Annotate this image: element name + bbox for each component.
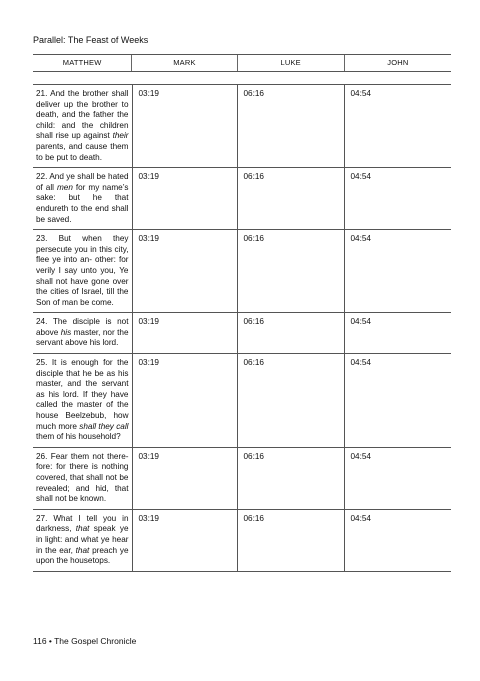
table-row xyxy=(33,168,451,230)
column-header-john: JOHN xyxy=(344,55,451,71)
table-row xyxy=(33,230,451,313)
table-row xyxy=(33,313,451,354)
page-title: Parallel: The Feast of Weeks xyxy=(33,35,149,45)
john-reference-cell: 04:54 xyxy=(344,230,451,313)
mark-reference-cell: 03:19 xyxy=(132,85,237,168)
column-header-matthew: MATTHEW xyxy=(62,58,102,67)
mark-reference-cell: 03:19 xyxy=(132,230,237,313)
john-reference-cell: 04:54 xyxy=(344,313,451,354)
matthew-verse-cell: 25. It is enough for the disciple that he be as his master, and the servant as his lord. If they have called the master of the house Beelzebub, how much more shall they call them of his household? xyxy=(33,354,132,448)
luke-reference-cell: 06:16 xyxy=(237,509,344,571)
mark-reference-cell: 03:19 xyxy=(132,313,237,354)
table-row xyxy=(33,447,451,509)
table-row xyxy=(33,354,451,448)
luke-reference-cell: 06:16 xyxy=(237,85,344,168)
luke-reference-cell: 06:16 xyxy=(237,168,344,230)
matthew-verse-cell: 24. The disciple is not above his master, nor the servant above his lord. xyxy=(33,313,132,354)
matthew-verse-cell: 23. But when they persecute you in this city, flee ye into an- other: for verily I say unto you, Ye shall not have gone over the cities of Israel, till the Son of man be come. xyxy=(33,230,132,313)
column-header-mark: MARK xyxy=(131,55,236,71)
matthew-verse-cell: 21. And the brother shall deliver up the brother to death, and the father the child: and the children shall rise up against their parents, and cause them to be put to death. xyxy=(33,85,132,168)
john-reference-cell: 04:54 xyxy=(344,509,451,571)
table-row xyxy=(33,509,451,571)
table-row xyxy=(33,85,451,168)
page-footer: 116 • The Gospel Chronicle xyxy=(33,636,137,646)
john-reference-cell: 04:54 xyxy=(344,85,451,168)
mark-reference-cell: 03:19 xyxy=(132,447,237,509)
matthew-verse-cell: 26. Fear them not there-fore: for there is nothing covered, that shall not be revealed; and hid, that shall not be known. xyxy=(33,447,132,509)
luke-reference-cell: 06:16 xyxy=(237,313,344,354)
column-header-row xyxy=(33,55,451,71)
john-reference-cell: 04:54 xyxy=(344,168,451,230)
mark-reference-cell: 03:19 xyxy=(132,509,237,571)
column-header-luke: LUKE xyxy=(237,55,344,71)
luke-reference-cell: 06:16 xyxy=(237,354,344,448)
luke-reference-cell: 06:16 xyxy=(237,447,344,509)
header-bottom-rule xyxy=(33,71,451,72)
john-reference-cell: 04:54 xyxy=(344,447,451,509)
mark-reference-cell: 03:19 xyxy=(132,168,237,230)
luke-reference-cell: 06:16 xyxy=(237,230,344,313)
john-reference-cell: 04:54 xyxy=(344,354,451,448)
matthew-verse-cell: 22. And ye shall be hated of all men for my name’s sake: but he that endureth to the end shall be saved. xyxy=(33,168,132,230)
mark-reference-cell: 03:19 xyxy=(132,354,237,448)
parallel-table xyxy=(33,85,451,572)
matthew-verse-cell: 27. What I tell you in darkness, that speak ye in light: and what ye hear in the ear, that preach ye upon the housetops. xyxy=(33,509,132,571)
